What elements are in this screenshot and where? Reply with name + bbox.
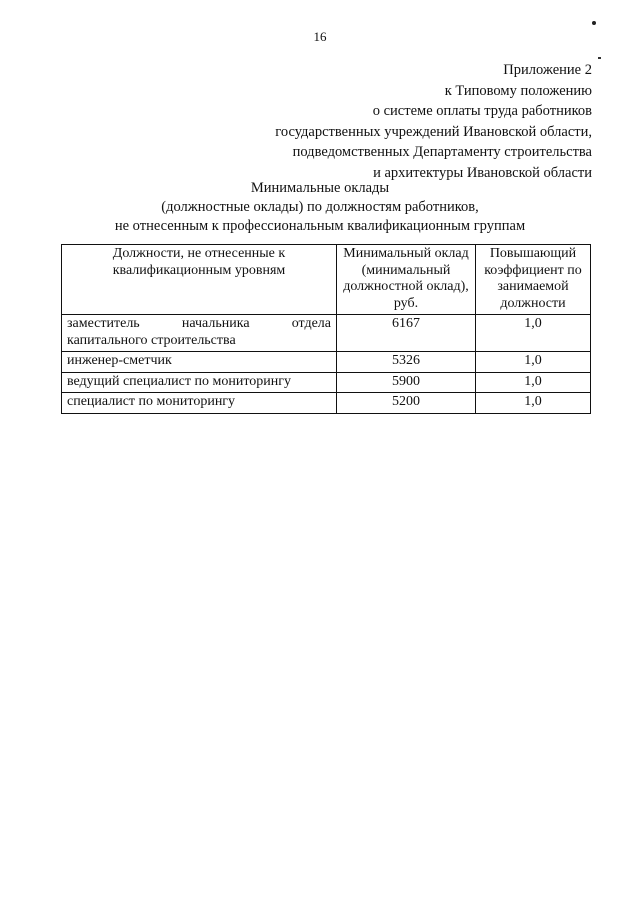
page-number: 16 [313, 29, 327, 44]
table-row [62, 372, 591, 393]
appendix-line: подведомственных Департаменту строительства [292, 144, 592, 160]
table-header-row [62, 245, 591, 315]
cell-salary: 5200 [337, 393, 476, 414]
header-position: Должности, не отнесенные к квалификационным уровням [62, 245, 337, 315]
scan-speck [592, 21, 596, 25]
cell-coefficient: 1,0 [476, 352, 591, 373]
cell-position: ведущий специалист по мониторингу [62, 372, 337, 393]
document-title [0, 179, 640, 236]
table-row [62, 315, 591, 352]
appendix-line: и архитектуры Ивановской области [373, 164, 592, 181]
cell-position: специалист по мониторингу [62, 393, 337, 414]
cell-coefficient: 1,0 [476, 372, 591, 393]
cell-position: заместитель начальника отдела капитального строительства [62, 315, 337, 352]
header-salary: Минимальный оклад (минимальный должностной оклад), руб. [337, 245, 476, 315]
title-line: Минимальные оклады [250, 180, 390, 196]
appendix-line: о системе оплаты труда работников [372, 103, 592, 119]
appendix-line: Приложение 2 [503, 62, 592, 78]
appendix-note [275, 60, 592, 183]
cell-salary: 5900 [337, 372, 476, 393]
header-coefficient: Повышающий коэффициент по занимаемой должности [476, 245, 591, 315]
appendix-line: государственных учреждений Ивановской области, [275, 123, 592, 140]
salary-table [61, 244, 591, 414]
cell-position: инженер-сметчик [62, 352, 337, 373]
cell-coefficient: 1,0 [476, 315, 591, 352]
scan-speck [598, 57, 601, 59]
title-line: (должностные оклады) по должностям работников, [161, 199, 479, 215]
title-line: не отнесенным к профессиональным квалификационным группам [114, 218, 526, 234]
cell-salary: 5326 [337, 352, 476, 373]
cell-salary: 6167 [337, 315, 476, 352]
table-row [62, 352, 591, 373]
cell-coefficient: 1,0 [476, 393, 591, 414]
appendix-line: к Типовому положению [444, 82, 592, 99]
table-row [62, 393, 591, 414]
